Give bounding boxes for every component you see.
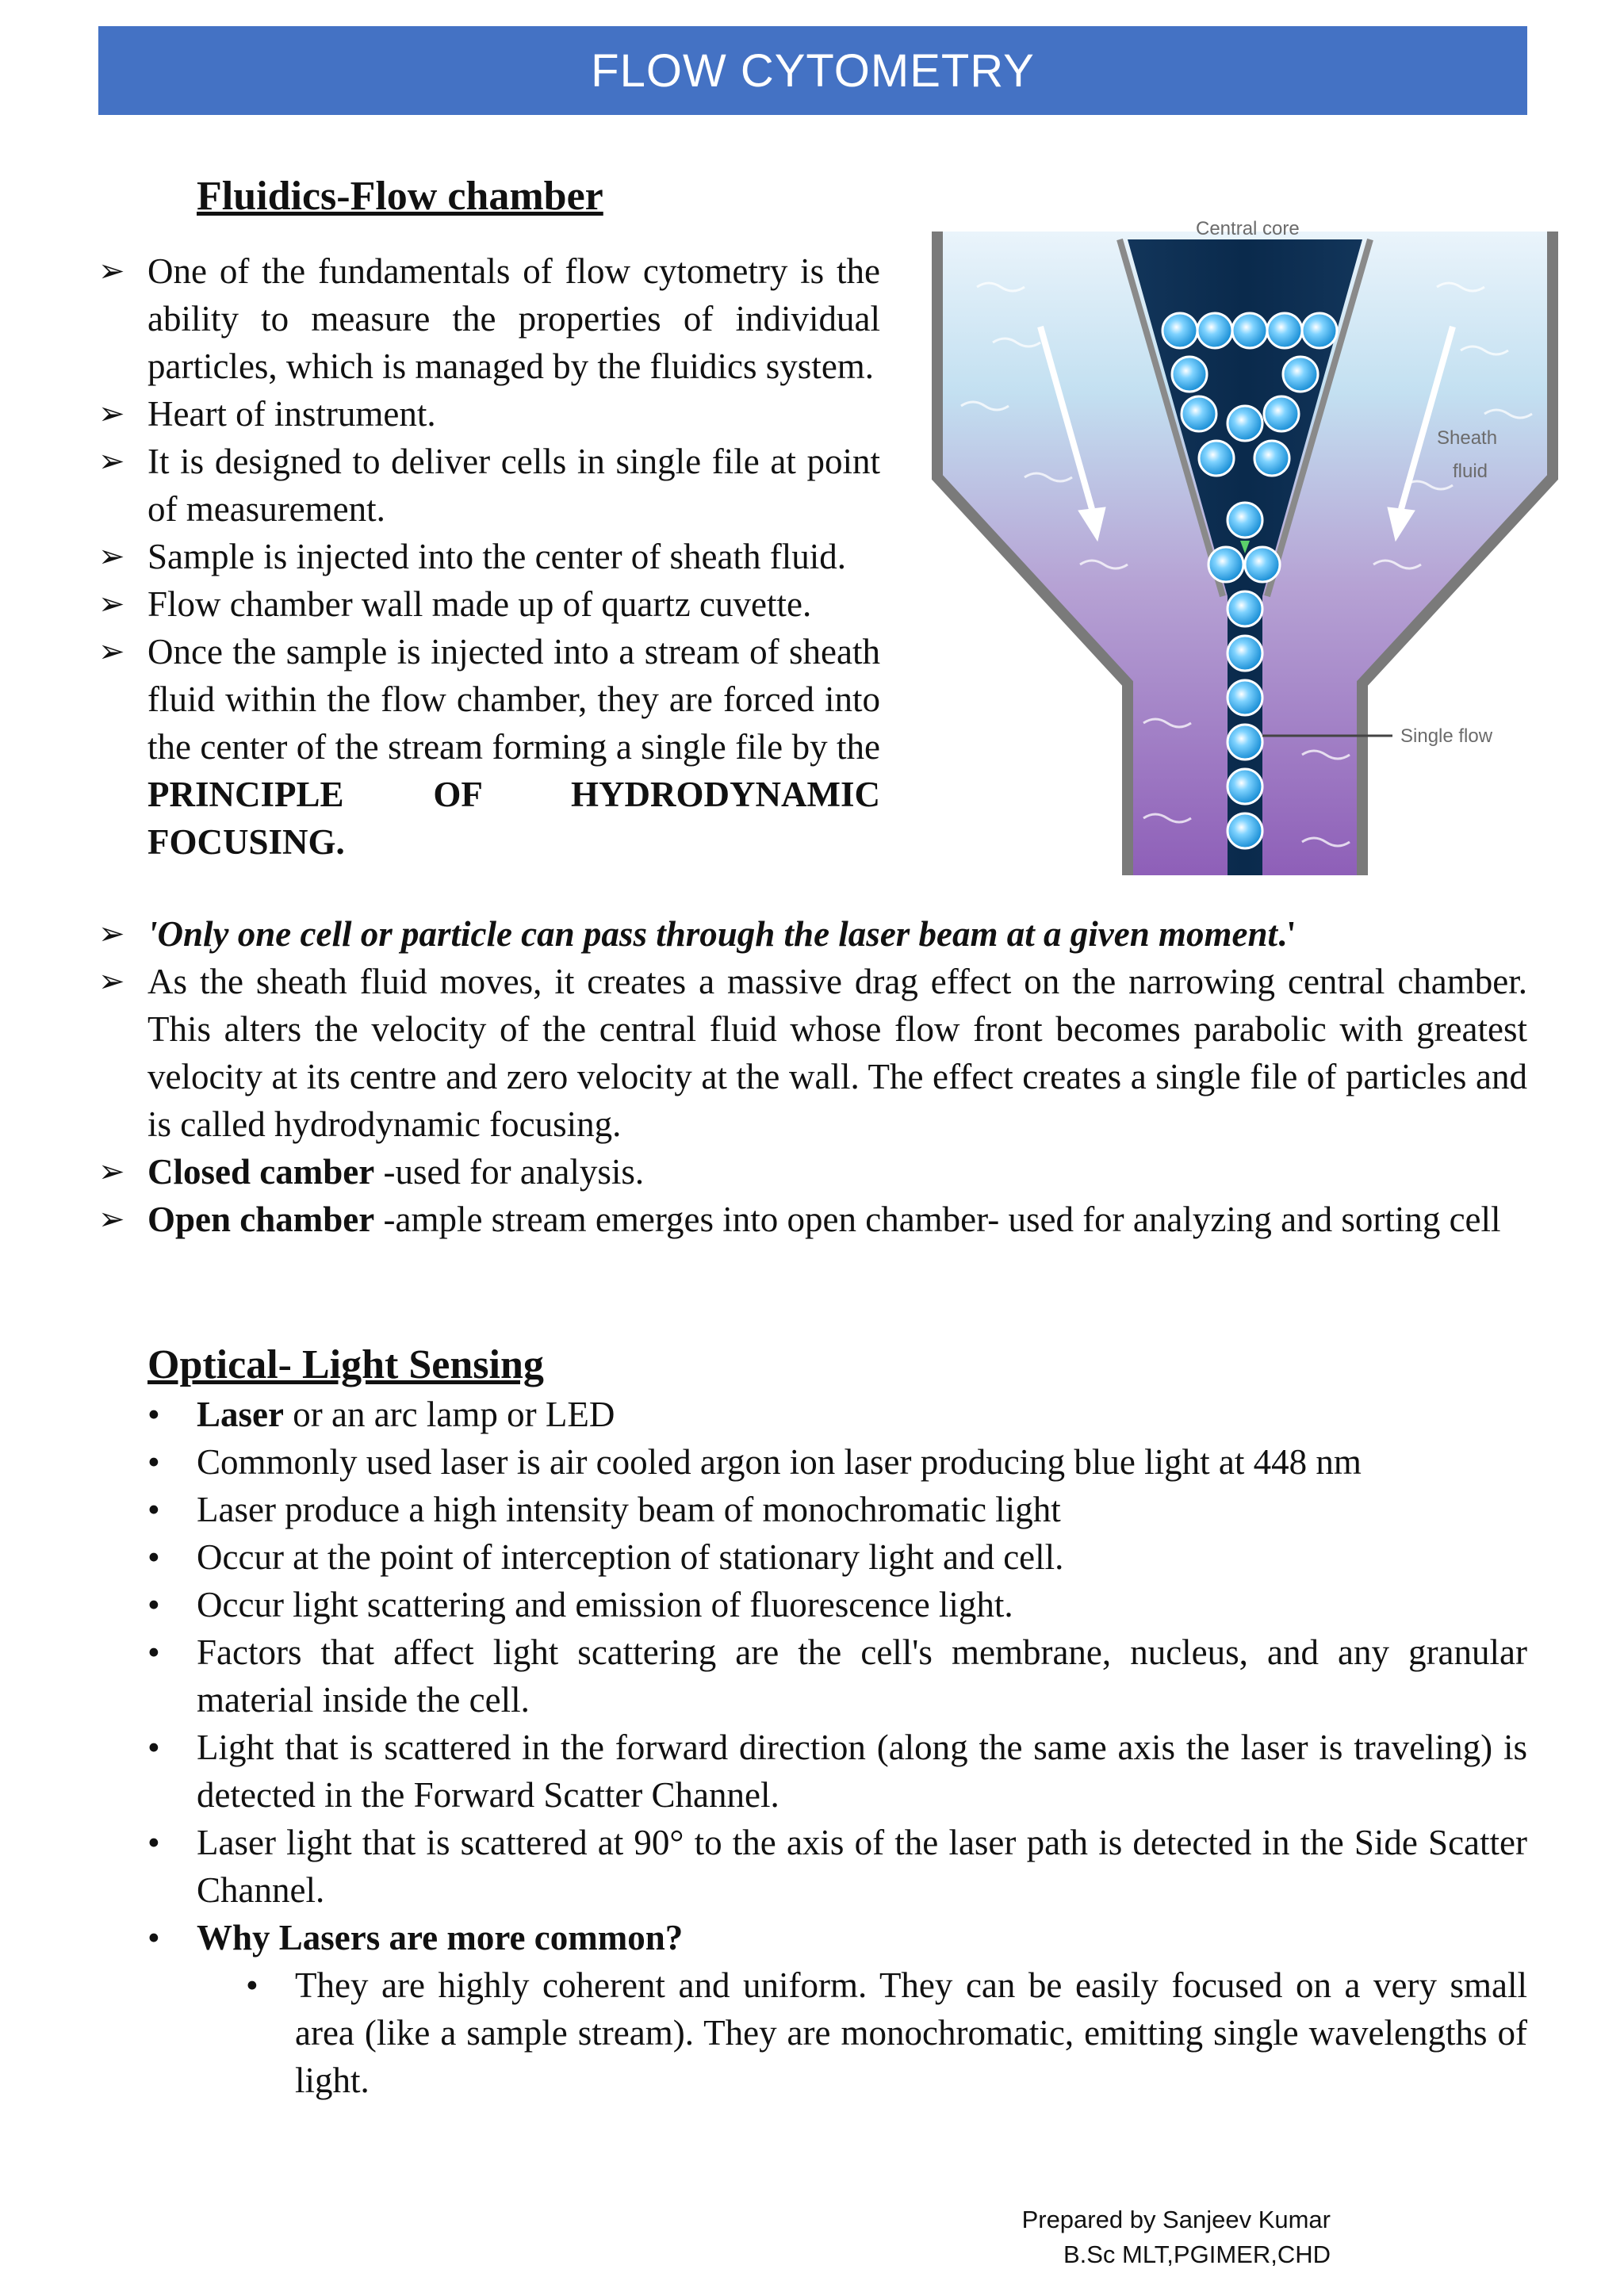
list-item [246, 1961, 1527, 2104]
arrow-bullet-icon: ➢ [98, 1154, 125, 1190]
item-text: Once the sample is injected into a stream of sheath fluid within the flow chamber, they are forced into the center of the stream forming a single file by the [147, 632, 880, 767]
author-affiliation: B.Sc MLT,PGIMER,CHD [1063, 2241, 1331, 2268]
dot-bullet-icon: • [147, 1632, 160, 1672]
list-item [98, 1196, 1527, 1243]
item-text: Laser [197, 1395, 284, 1434]
item-text: Heart of instrument. [147, 394, 436, 434]
list-item [98, 958, 1527, 1148]
list-item [147, 1724, 1527, 1819]
list-item [98, 533, 880, 580]
dot-bullet-icon: • [147, 1728, 160, 1767]
list-item [98, 910, 1527, 958]
fluidics-list-wide [98, 910, 1527, 1243]
item-text: Sample is injected into the center of sheath fluid. [147, 537, 846, 576]
arrow-bullet-icon: ➢ [98, 1201, 125, 1238]
optical-heading: Optical- Light Sensing [147, 1342, 544, 1387]
optical-list [147, 1391, 1527, 1961]
item-text: Commonly used laser is air cooled argon ion laser producing blue light at 448 nm [197, 1442, 1362, 1482]
arrow-bullet-icon: ➢ [98, 963, 125, 1000]
fluidics-heading: Fluidics-Flow chamber [197, 174, 603, 219]
item-text: Open chamber [147, 1200, 375, 1239]
item-text: Why Lasers are more common? [197, 1918, 684, 1957]
list-item [98, 390, 880, 438]
flow-chamber-diagram [929, 216, 1561, 875]
list-item [147, 1438, 1527, 1486]
list-item [147, 1533, 1527, 1581]
page-title: FLOW CYTOMETRY [591, 44, 1035, 97]
item-text: Laser light that is scattered at 90° to the axis of the laser path is detected in the Side Scatter Channel. [197, 1823, 1527, 1910]
item-text: Light that is scattered in the forward direction (along the same axis the laser is traveling) is detected in the Forward Scatter Channel. [197, 1728, 1527, 1815]
arrow-bullet-icon: ➢ [98, 253, 125, 289]
list-item [98, 628, 880, 866]
arrow-bullet-icon: ➢ [98, 633, 125, 670]
list-item [147, 1819, 1527, 1914]
item-text: PRINCIPLE OF HYDRODYNAMIC FOCUSING. [147, 775, 880, 862]
author-credit [1022, 2202, 1331, 2272]
dot-bullet-icon: • [147, 1490, 160, 1529]
list-item [147, 1581, 1527, 1628]
arrow-bullet-icon: ➢ [98, 916, 125, 952]
author-name: Prepared by Sanjeev Kumar [1021, 2206, 1331, 2233]
fluidics-list-narrow [98, 247, 880, 866]
list-item [98, 580, 880, 628]
item-text: They are highly coherent and uniform. They can be easily focused on a very small area (like a sample stream). They are monochromatic, emitting single wavelengths of light. [295, 1965, 1527, 2100]
item-text: Occur light scattering and emission of fluorescence light. [197, 1585, 1013, 1624]
item-text: -ample stream emerges into open chamber- used for analyzing and sorting cell [374, 1200, 1501, 1239]
label-central-core: Central core [1196, 218, 1300, 239]
dot-bullet-icon: • [147, 1823, 160, 1862]
dot-bullet-icon: • [147, 1585, 160, 1624]
item-text: 'Only one cell or particle can pass through the laser beam at a given moment [147, 914, 1278, 954]
item-text: .' [1277, 914, 1297, 954]
label-single-flow: Single flow [1400, 725, 1493, 747]
dot-bullet-icon: • [147, 1537, 160, 1577]
list-item [147, 1391, 1527, 1438]
item-text: Closed camber [147, 1152, 375, 1192]
arrow-bullet-icon: ➢ [98, 443, 125, 480]
arrow-bullet-icon: ➢ [98, 396, 125, 432]
item-text: It is designed to deliver cells in single file at point of measurement. [147, 442, 880, 529]
item-text: -used for analysis. [374, 1152, 645, 1192]
optical-sublist [246, 1961, 1527, 2104]
dot-bullet-icon: • [147, 1395, 160, 1434]
dot-bullet-icon: • [147, 1442, 160, 1482]
item-text: Flow chamber wall made up of quartz cuvette. [147, 584, 812, 624]
item-text: or an arc lamp or LED [283, 1395, 615, 1434]
list-item [147, 1628, 1527, 1724]
title-banner [98, 26, 1527, 115]
label-sheath: Sheath [1437, 427, 1498, 449]
item-text: As the sheath fluid moves, it creates a massive drag effect on the narrowing central chamber. This alters the velocity of the central fluid whose flow front becomes parabolic with greatest velocity at its centre and zero velocity at the wall. The effect creates a single file of particles and is called hydrodynamic focusing. [147, 962, 1527, 1144]
list-item [98, 1148, 1527, 1196]
dot-bullet-icon: • [147, 1918, 160, 1957]
arrow-bullet-icon: ➢ [98, 538, 125, 575]
list-item [98, 438, 880, 533]
list-item [98, 247, 880, 390]
item-text: One of the fundamentals of flow cytometry is the ability to measure the properties of individual particles, which is managed by the fluidics system. [147, 251, 880, 386]
list-item [147, 1486, 1527, 1533]
item-text: Occur at the point of interception of stationary light and cell. [197, 1537, 1064, 1577]
item-text: Laser produce a high intensity beam of monochromatic light [197, 1490, 1061, 1529]
label-fluid: fluid [1453, 461, 1488, 482]
arrow-bullet-icon: ➢ [98, 586, 125, 622]
dot-bullet-icon: • [246, 1965, 259, 2005]
item-text: Factors that affect light scattering are the cell's membrane, nucleus, and any granular material inside the cell. [197, 1632, 1527, 1720]
list-item [147, 1914, 1527, 1961]
